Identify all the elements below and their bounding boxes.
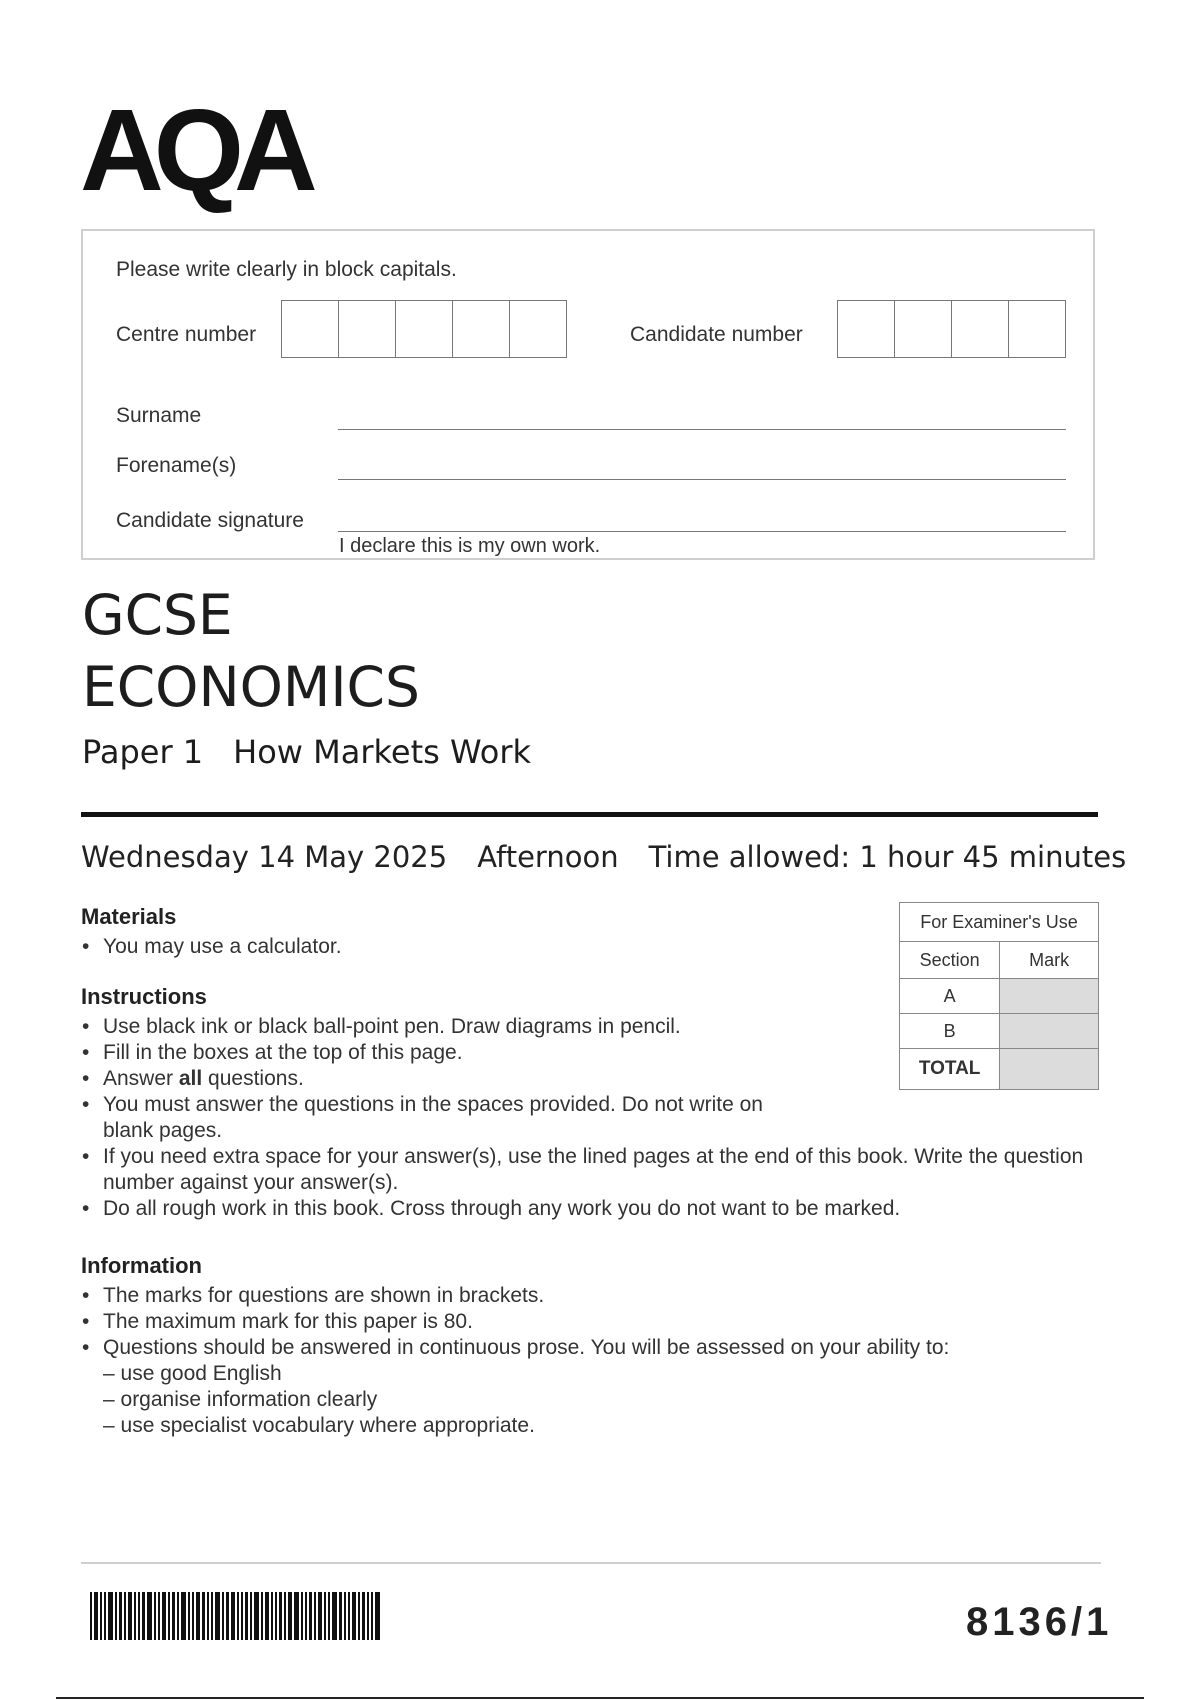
surname-label: Surname bbox=[116, 404, 202, 427]
barcode-bar bbox=[124, 1592, 126, 1640]
block-capitals-instruction: Please write clearly in block capitals. bbox=[116, 258, 457, 281]
declaration-text: I declare this is my own work. bbox=[339, 535, 601, 557]
barcode-bar bbox=[271, 1592, 273, 1640]
barcode-bar bbox=[288, 1592, 292, 1640]
barcode-bar bbox=[134, 1592, 136, 1640]
barcode-bar bbox=[328, 1592, 330, 1640]
barcode-bar bbox=[324, 1592, 326, 1640]
subject-title: ECONOMICS bbox=[82, 655, 420, 719]
examiners-use-heading: For Examiner's Use bbox=[900, 903, 1099, 942]
instructions-heading: Instructions bbox=[81, 984, 207, 1009]
barcode-bar bbox=[222, 1592, 224, 1640]
examiners-use-table bbox=[899, 902, 1099, 1090]
candidate-digit-box[interactable] bbox=[838, 301, 895, 357]
barcode-bar bbox=[348, 1592, 350, 1640]
barcode-bar bbox=[115, 1592, 117, 1640]
candidate-digit-box[interactable] bbox=[895, 301, 952, 357]
exam-session: Afternoon bbox=[477, 840, 619, 874]
heading-rule bbox=[81, 812, 1098, 817]
centre-digit-box[interactable] bbox=[339, 301, 396, 357]
barcode-bar bbox=[339, 1592, 342, 1640]
barcode-bar bbox=[231, 1592, 235, 1640]
barcode-bar bbox=[158, 1592, 160, 1640]
barcode-bar bbox=[371, 1592, 373, 1640]
section-column-header: Section bbox=[900, 942, 1000, 979]
list-item: • The maximum mark for this paper is 80. bbox=[81, 1309, 1091, 1335]
barcode-bar bbox=[196, 1592, 200, 1640]
centre-digit-box[interactable] bbox=[453, 301, 510, 357]
list-item: • Questions should be answered in continuous prose. You will be assessed on your ability to: bbox=[81, 1335, 1091, 1361]
barcode-bar bbox=[104, 1592, 106, 1640]
barcode-bar bbox=[237, 1592, 239, 1640]
centre-digit-box[interactable] bbox=[396, 301, 453, 357]
barcode-bar bbox=[284, 1592, 286, 1640]
section-a-mark-cell bbox=[1000, 979, 1099, 1014]
barcode-bar bbox=[142, 1592, 145, 1640]
barcode-bar bbox=[275, 1592, 277, 1640]
barcode-bar bbox=[318, 1592, 322, 1640]
barcode-bar bbox=[301, 1592, 303, 1640]
information-section bbox=[81, 1253, 1091, 1439]
section-b-label: B bbox=[900, 1014, 1000, 1049]
barcode-bar bbox=[215, 1592, 220, 1640]
barcode-bar bbox=[362, 1592, 365, 1640]
barcode-bar bbox=[94, 1592, 98, 1640]
barcode-bar bbox=[207, 1592, 209, 1640]
barcode-bar bbox=[138, 1592, 140, 1640]
barcode-bar bbox=[294, 1592, 299, 1640]
forenames-label: Forename(s) bbox=[116, 454, 237, 477]
candidate-number-boxes bbox=[837, 300, 1066, 358]
centre-digit-box[interactable] bbox=[510, 301, 566, 357]
barcode-bar bbox=[154, 1592, 156, 1640]
signature-line[interactable] bbox=[338, 531, 1066, 532]
list-item: • The marks for questions are shown in brackets. bbox=[81, 1283, 1091, 1309]
materials-section bbox=[81, 904, 841, 960]
barcode-bar bbox=[168, 1592, 170, 1640]
forenames-line[interactable] bbox=[338, 479, 1066, 480]
signature-label: Candidate signature bbox=[116, 509, 304, 532]
time-allowed: Time allowed: 1 hour 45 minutes bbox=[648, 840, 1127, 874]
barcode-bar bbox=[250, 1592, 252, 1640]
barcode-bar bbox=[162, 1592, 166, 1640]
barcode-bar bbox=[181, 1592, 186, 1640]
barcode-bar bbox=[305, 1592, 307, 1640]
barcode-bar bbox=[254, 1592, 259, 1640]
barcode-bar bbox=[314, 1592, 316, 1640]
surname-line[interactable] bbox=[338, 429, 1066, 430]
centre-number-label: Centre number bbox=[116, 323, 257, 346]
barcode-bar bbox=[192, 1592, 194, 1640]
barcode-bar bbox=[211, 1592, 213, 1640]
barcode-bar bbox=[202, 1592, 205, 1640]
exam-date-line bbox=[81, 840, 1127, 874]
list-item: • You must answer the questions in the spaces provided. Do not write on blank pages. bbox=[81, 1092, 803, 1144]
barcode-bar bbox=[245, 1592, 248, 1640]
barcode-bar bbox=[332, 1592, 337, 1640]
candidate-details-box bbox=[81, 229, 1095, 560]
barcode-bar bbox=[147, 1592, 152, 1640]
barcode-bar bbox=[100, 1592, 102, 1640]
barcode-bar bbox=[358, 1592, 360, 1640]
barcode-bar bbox=[375, 1592, 380, 1640]
list-item: • You may use a calculator. bbox=[81, 934, 841, 960]
barcode-bar bbox=[309, 1592, 312, 1640]
centre-number-boxes bbox=[281, 300, 567, 358]
footer-rule bbox=[81, 1562, 1101, 1564]
centre-digit-box[interactable] bbox=[282, 301, 339, 357]
barcode-bar bbox=[226, 1592, 229, 1640]
sub-item: – organise information clearly bbox=[103, 1388, 378, 1411]
total-mark-cell bbox=[1000, 1049, 1099, 1090]
section-b-mark-cell bbox=[1000, 1014, 1099, 1049]
barcode-bar bbox=[128, 1592, 132, 1640]
exam-date: Wednesday 14 May 2025 bbox=[81, 840, 448, 874]
candidate-number-label: Candidate number bbox=[630, 323, 803, 346]
barcode-bar bbox=[177, 1592, 179, 1640]
barcode-bar bbox=[108, 1592, 113, 1640]
barcode-bar bbox=[367, 1592, 369, 1640]
barcode-bar bbox=[119, 1592, 122, 1640]
total-label: TOTAL bbox=[900, 1049, 1000, 1090]
barcode-bar bbox=[279, 1592, 282, 1640]
materials-heading: Materials bbox=[81, 904, 177, 929]
paper-number: Paper 1 bbox=[82, 733, 204, 771]
sub-item: – use good English bbox=[103, 1362, 282, 1385]
barcode-bar bbox=[261, 1592, 263, 1640]
barcode-bar bbox=[172, 1592, 175, 1640]
barcode-bar bbox=[90, 1592, 92, 1640]
barcode-bar bbox=[265, 1592, 269, 1640]
candidate-digit-box[interactable] bbox=[1009, 301, 1065, 357]
aqa-logo: AQA bbox=[80, 85, 308, 215]
barcode-bar bbox=[188, 1592, 190, 1640]
list-item: • Use black ink or black ball-point pen. Draw diagrams in pencil. bbox=[81, 1014, 866, 1040]
barcode-bar bbox=[352, 1592, 356, 1640]
list-item: • Answer all questions. bbox=[81, 1066, 866, 1092]
information-heading: Information bbox=[81, 1253, 202, 1278]
mark-column-header: Mark bbox=[1000, 942, 1099, 979]
barcode-bar bbox=[241, 1592, 243, 1640]
page-bottom-rule bbox=[56, 1697, 1144, 1699]
list-item: • Do all rough work in this book. Cross through any work you do not want to be marked. bbox=[81, 1196, 1103, 1222]
qualification-title: GCSE bbox=[82, 583, 233, 647]
paper-code: 8136/1 bbox=[966, 1600, 1113, 1644]
paper-heading bbox=[82, 733, 531, 771]
section-a-label: A bbox=[900, 979, 1000, 1014]
list-item: • Fill in the boxes at the top of this page. bbox=[81, 1040, 866, 1066]
barcode-bar bbox=[344, 1592, 346, 1640]
list-item: • If you need extra space for your answer(s), use the lined pages at the end of this book. Write the question number against your answer(s). bbox=[81, 1144, 1103, 1196]
sub-item: – use specialist vocabulary where appropriate. bbox=[103, 1414, 535, 1437]
candidate-digit-box[interactable] bbox=[952, 301, 1009, 357]
paper-title: How Markets Work bbox=[233, 733, 532, 771]
barcode bbox=[90, 1592, 475, 1640]
